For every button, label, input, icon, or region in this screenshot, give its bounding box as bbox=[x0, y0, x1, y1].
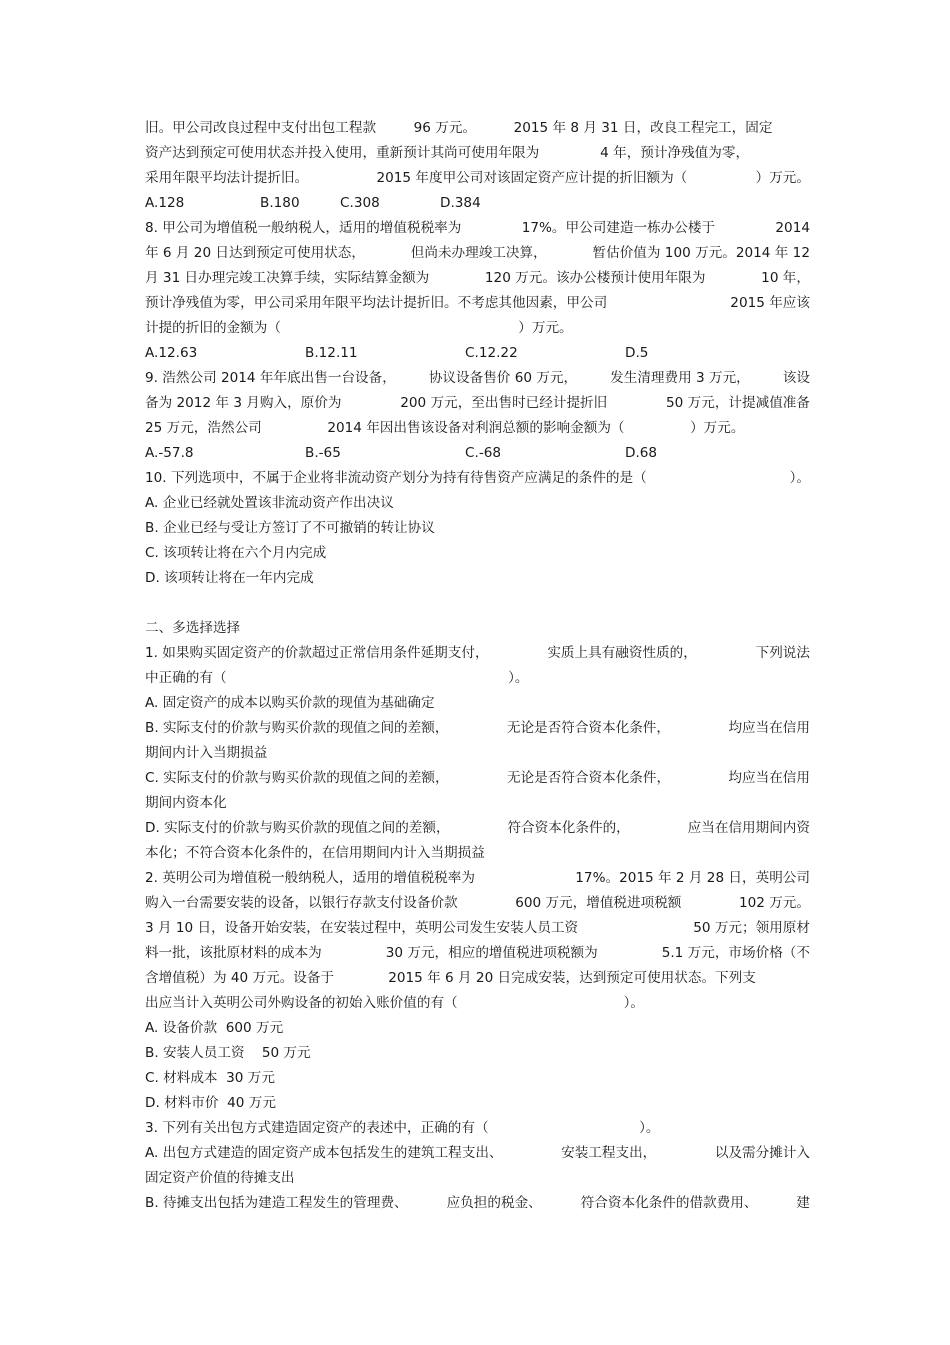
text-segment: 10. 下列选项中，不属于企业将非流动资产划分为持有待售资产应满足的条件的是（ bbox=[145, 470, 647, 486]
text-segment: D. 实际支付的价款与购买价款的现值之间的差额， bbox=[145, 820, 450, 836]
text-segment: 期间内计入当期损益 bbox=[145, 745, 268, 761]
text-segment: D.5 bbox=[625, 345, 649, 361]
text-segment: B. 安装人员工资 50 万元 bbox=[145, 1045, 311, 1061]
text-segment: 120 万元。该办公楼预计使用年限为 bbox=[484, 270, 706, 286]
text-line bbox=[145, 818, 810, 838]
text-line bbox=[145, 1093, 810, 1113]
text-segment: 2014 bbox=[775, 220, 810, 236]
text-segment: 无论是否符合资本化条件， bbox=[506, 770, 671, 786]
text-line bbox=[145, 418, 810, 438]
text-segment: 本化；不符合资本化条件的，在信用期间内计入当期损益 bbox=[145, 845, 485, 861]
text-line bbox=[145, 668, 810, 688]
text-segment: 5.1 万元，市场价格（不 bbox=[661, 945, 810, 961]
text-segment: 月 31 日办理完竣工决算手续，实际结算金额为 bbox=[145, 270, 430, 286]
text-line bbox=[145, 168, 810, 188]
text-line bbox=[145, 468, 810, 488]
text-segment: 2015 年度甲公司对该固定资产应计提的折旧额为（ bbox=[376, 170, 688, 186]
text-segment: 符合资本化条件的借款费用、 bbox=[580, 1195, 758, 1211]
text-segment: 该设 bbox=[782, 370, 810, 386]
text-segment: 2015 年 6 月 20 日完成安装，达到预定可使用状态。下列支 bbox=[388, 970, 756, 986]
text-segment: 协议设备售价 60 万元， bbox=[428, 370, 578, 386]
text-line bbox=[145, 268, 810, 288]
text-segment: ）。 bbox=[508, 670, 529, 686]
text-segment: A. 固定资产的成本以购买价款的现值为基础确定 bbox=[145, 695, 435, 711]
text-segment: 二、多选择选择 bbox=[145, 620, 241, 636]
text-segment: 应当在信用期间内资 bbox=[687, 820, 810, 836]
text-segment: 2015 年应该 bbox=[730, 295, 810, 311]
text-segment: 25 万元，浩然公司 bbox=[145, 420, 262, 436]
text-segment: D.384 bbox=[440, 195, 481, 211]
text-segment: C.12.22 bbox=[465, 345, 518, 361]
text-segment: 发生清理费用 3 万元， bbox=[610, 370, 750, 386]
text-segment: C. 材料成本 30 万元 bbox=[145, 1070, 275, 1086]
text-segment: A.128 bbox=[145, 195, 185, 211]
text-segment: B.-65 bbox=[305, 445, 341, 461]
text-segment: 安装工程支出， bbox=[561, 1145, 657, 1161]
text-segment: 中正确的有（ bbox=[145, 670, 227, 686]
text-segment: C.308 bbox=[340, 195, 380, 211]
text-segment: 4 年，预计净残值为零， bbox=[600, 145, 750, 161]
answer-options-line bbox=[145, 193, 810, 213]
text-line bbox=[145, 993, 810, 1013]
text-segment: 购入一台需要安装的设备，以银行存款支付设备价款 bbox=[145, 895, 458, 911]
text-line bbox=[145, 393, 810, 413]
text-segment: B. 实际支付的价款与购买价款的现值之间的差额， bbox=[145, 720, 449, 736]
text-line bbox=[145, 1193, 810, 1213]
text-segment: 年 6 月 20 日达到预定可使用状态， bbox=[145, 245, 365, 261]
text-segment: ）。 bbox=[789, 470, 810, 486]
text-line bbox=[145, 293, 810, 313]
text-line bbox=[145, 768, 810, 788]
text-line bbox=[145, 1118, 810, 1138]
text-line bbox=[145, 1143, 810, 1163]
text-line bbox=[145, 118, 810, 138]
text-line bbox=[145, 893, 810, 913]
text-segment: 50 万元，计提减值准备 bbox=[666, 395, 810, 411]
text-segment: ）万元。 bbox=[755, 170, 810, 186]
text-segment: 出应当计入英明公司外购设备的初始入账价值的有（ bbox=[145, 995, 458, 1011]
text-segment: B. 待摊支出包括为建造工程发生的管理费、 bbox=[145, 1195, 408, 1211]
text-segment: 暂估价值为 100 万元。2014 年 12 bbox=[592, 245, 810, 261]
text-segment: D. 材料市价 40 万元 bbox=[145, 1095, 276, 1111]
text-line bbox=[145, 743, 810, 763]
text-line bbox=[145, 1018, 810, 1038]
text-segment: 计提的折旧的金额为（ bbox=[145, 320, 281, 336]
text-segment: 1. 如果购买固定资产的价款超过正常信用条件延期支付， bbox=[145, 645, 489, 661]
text-line bbox=[145, 568, 810, 588]
text-line bbox=[145, 243, 810, 263]
text-line bbox=[145, 368, 810, 388]
text-line bbox=[145, 968, 810, 988]
text-segment: 下列说法 bbox=[755, 645, 810, 661]
text-segment: 30 万元，相应的增值税进项税额为 bbox=[385, 945, 598, 961]
text-line bbox=[145, 143, 810, 163]
text-segment: A.12.63 bbox=[145, 345, 198, 361]
text-segment: B.12.11 bbox=[305, 345, 358, 361]
text-line bbox=[145, 843, 810, 863]
text-segment: 2. 英明公司为增值税一般纳税人，适用的增值税税率为 bbox=[145, 870, 475, 886]
text-segment: B.180 bbox=[260, 195, 300, 211]
text-segment: 2014 年因出售该设备对利润总额的影响金额为（ bbox=[327, 420, 625, 436]
text-segment: ）。 bbox=[639, 1120, 660, 1136]
text-segment: 料一批，该批原材料的成本为 bbox=[145, 945, 322, 961]
text-segment: ）万元。 bbox=[690, 420, 745, 436]
text-line bbox=[145, 218, 810, 238]
text-segment: 固定资产价值的待摊支出 bbox=[145, 1170, 295, 1186]
text-segment: ）。 bbox=[623, 995, 645, 1011]
text-segment: 实质上具有融资性质的， bbox=[547, 645, 697, 661]
text-line bbox=[145, 643, 810, 663]
text-line bbox=[145, 1043, 810, 1063]
text-segment: 均应当在信用 bbox=[728, 770, 810, 786]
text-segment: C. 该项转让将在六个月内完成 bbox=[145, 545, 327, 561]
text-segment: 17%。甲公司建造一栋办公楼于 bbox=[521, 220, 716, 236]
text-segment: A. 设备价款 600 万元 bbox=[145, 1020, 284, 1036]
text-segment: 10 年， bbox=[761, 270, 810, 286]
text-segment: C. 实际支付的价款与购买价款的现值之间的差额， bbox=[145, 770, 449, 786]
text-segment: 应负担的税金、 bbox=[446, 1195, 542, 1211]
text-line bbox=[145, 868, 810, 888]
text-segment: 102 万元。 bbox=[738, 895, 810, 911]
text-segment: 9. 浩然公司 2014 年年底出售一台设备， bbox=[145, 370, 396, 386]
text-line bbox=[145, 1068, 810, 1088]
text-segment: 但尚未办理竣工决算， bbox=[410, 245, 547, 261]
text-segment: D. 该项转让将在一年内完成 bbox=[145, 570, 314, 586]
text-segment: 建 bbox=[796, 1195, 810, 1211]
text-segment: D.68 bbox=[625, 445, 658, 461]
text-segment: A. 出包方式建造的固定资产成本包括发生的建筑工程支出、 bbox=[145, 1145, 503, 1161]
text-segment: B. 企业已经与受让方签订了不可撤销的转让协议 bbox=[145, 520, 435, 536]
text-segment: 预计净残值为零，甲公司采用年限平均法计提折旧。不考虑其他因素，甲公司 bbox=[145, 295, 608, 311]
answer-options-line bbox=[145, 343, 810, 363]
text-segment: C.-68 bbox=[465, 445, 502, 461]
text-line bbox=[145, 493, 810, 513]
text-segment: 无论是否符合资本化条件， bbox=[506, 720, 670, 736]
text-segment: 2015 年 8 月 31 日，改良工程完工，固定 bbox=[513, 120, 773, 136]
text-segment: 50 万元；领用原材 bbox=[693, 920, 810, 936]
text-line bbox=[145, 793, 810, 813]
text-line bbox=[145, 918, 810, 938]
text-segment: 期间内资本化 bbox=[145, 795, 227, 811]
text-segment: 8. 甲公司为增值税一般纳税人，适用的增值税税率为 bbox=[145, 220, 462, 236]
text-segment: 旧。甲公司改良过程中支付出包工程款 bbox=[145, 120, 377, 136]
text-segment: 600 万元，增值税进项税额 bbox=[515, 895, 682, 911]
text-segment: 以及需分摊计入 bbox=[714, 1145, 810, 1161]
text-segment: 200 万元，至出售时已经计提折旧 bbox=[400, 395, 608, 411]
text-segment: 含增值税）为 40 万元。设备于 bbox=[145, 970, 335, 986]
text-segment: 备为 2012 年 3 月购入，原价为 bbox=[145, 395, 342, 411]
text-segment: 均应当在信用 bbox=[728, 720, 810, 736]
text-segment: 3. 下列有关出包方式建造固定资产的表述中，正确的有（ bbox=[145, 1120, 489, 1136]
text-segment: A.-57.8 bbox=[145, 445, 194, 461]
text-line bbox=[145, 518, 810, 538]
text-line bbox=[145, 693, 810, 713]
text-segment: A. 企业已经就处置该非流动资产作出决议 bbox=[145, 495, 394, 511]
text-line bbox=[145, 318, 810, 338]
text-line bbox=[145, 543, 810, 563]
text-line bbox=[145, 943, 810, 963]
text-line bbox=[145, 618, 810, 638]
text-segment: ）万元。 bbox=[518, 320, 573, 336]
text-line bbox=[145, 718, 810, 738]
text-segment: 采用年限平均法计提折旧。 bbox=[145, 170, 309, 186]
answer-options-line bbox=[145, 443, 810, 463]
text-segment: 资产达到预定可使用状态并投入使用，重新预计其尚可使用年限为 bbox=[145, 145, 540, 161]
text-segment: 3 月 10 日，设备开始安装，在安装过程中，英明公司发生安装人员工资 bbox=[145, 920, 579, 936]
text-line bbox=[145, 1168, 810, 1188]
text-segment: 符合资本化条件的， bbox=[507, 820, 630, 836]
text-segment: 96 万元。 bbox=[413, 120, 477, 136]
text-segment: 17%。2015 年 2 月 28 日，英明公司 bbox=[575, 870, 810, 886]
